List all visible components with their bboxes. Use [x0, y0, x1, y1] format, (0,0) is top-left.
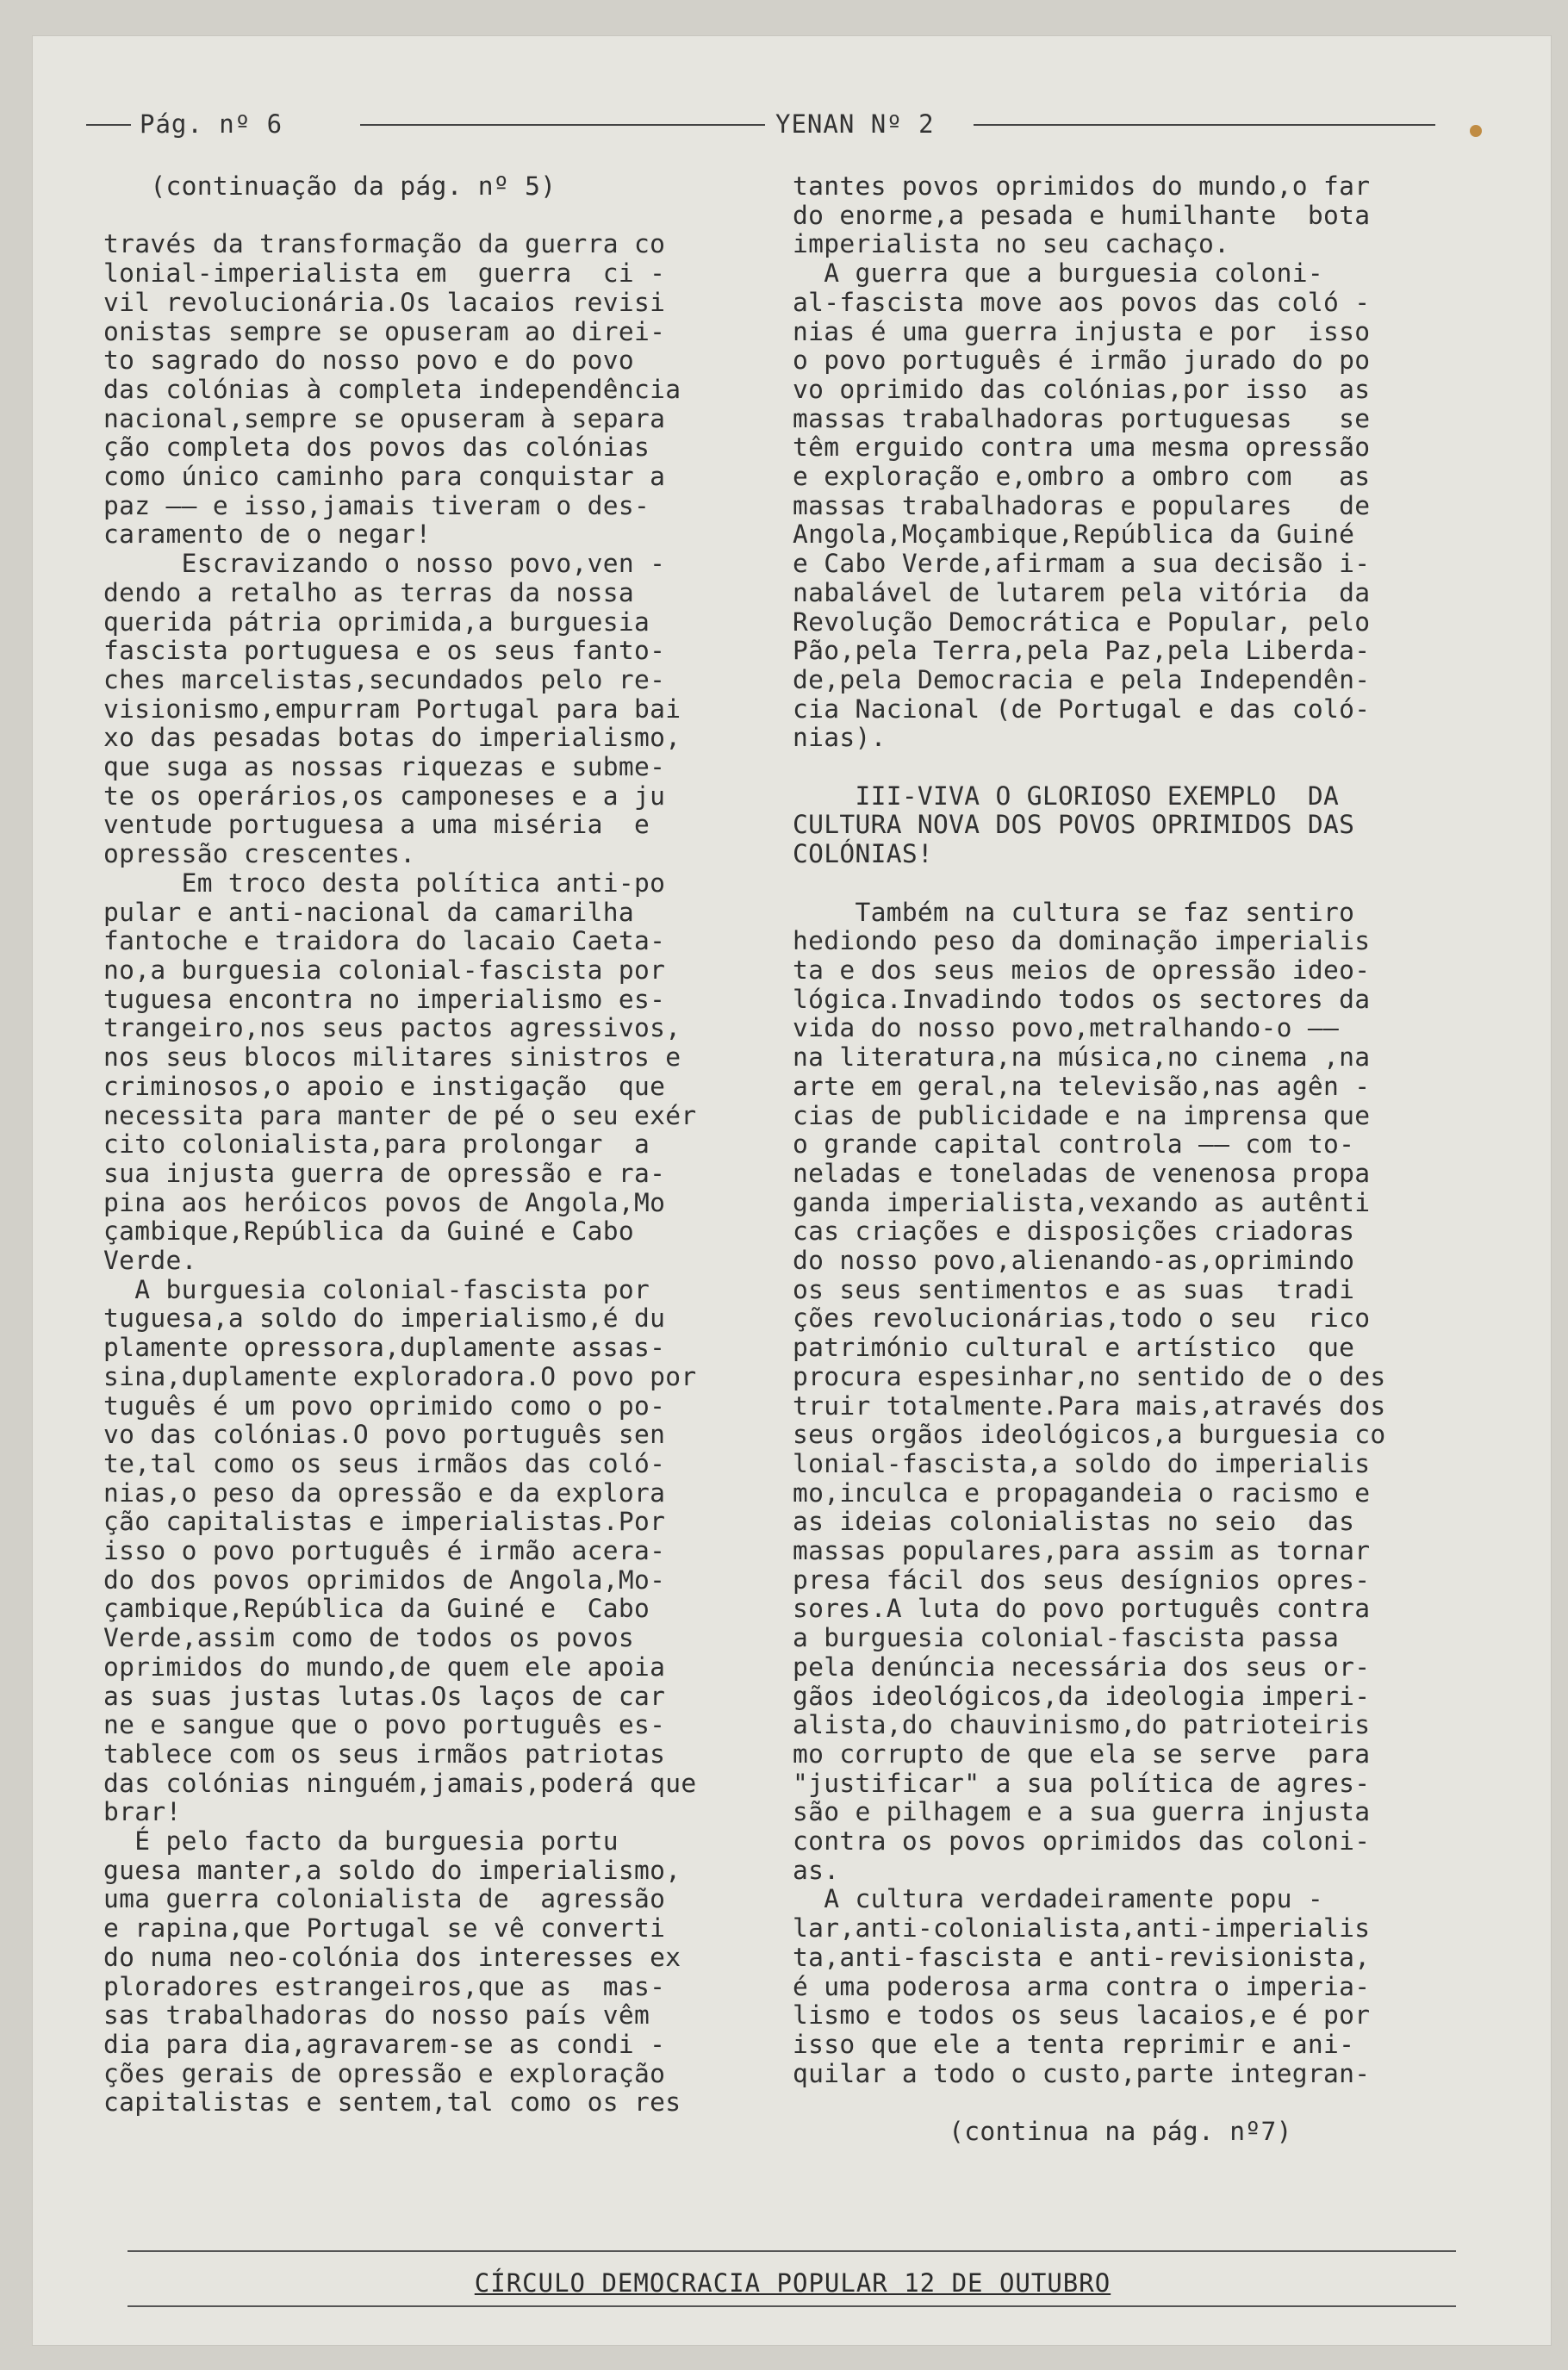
right-text-column [793, 172, 1447, 2147]
text-line: ventude portuguesa a uma miséria e [103, 810, 650, 840]
text-line: do nosso povo,alienando-as,oprimindo [793, 1246, 1355, 1276]
header-rule-middle [360, 124, 765, 126]
text-line: lismo e todos os seus lacaios,e é por [793, 2000, 1371, 2031]
text-line: imperialista no seu cachaço. [793, 229, 1230, 259]
text-line: seus orgãos ideológicos,a burguesia co [793, 1420, 1386, 1450]
text-line: Em troco desta política anti-po [103, 868, 666, 898]
text-line: vida do nosso povo,metralhando-o —— [793, 1013, 1340, 1043]
text-line: caramento de o negar! [103, 519, 432, 550]
footer-title: CÍRCULO DEMOCRACIA POPULAR 12 DE OUTUBRO [474, 2268, 1111, 2298]
text-line: que suga as nossas riquezas e subme- [103, 752, 666, 782]
text-line: uma guerra colonialista de agressão [103, 1884, 666, 1914]
text-line: são e pilhagem e a sua guerra injusta [793, 1797, 1371, 1827]
text-line: do numa neo-colónia dos interesses ex [103, 1942, 681, 1972]
text-line: Angola,Moçambique,República da Guiné [793, 519, 1355, 550]
text-line: lonial-imperialista em guerra ci - [103, 258, 666, 289]
text-line: como único caminho para conquistar a [103, 462, 666, 492]
text-line: te os operários,os camponeses e a ju [103, 781, 666, 811]
text-line [793, 753, 1447, 782]
page-number: Pág. nº 6 [140, 109, 283, 139]
text-line: Também na cultura se faz sentiro [793, 897, 1355, 927]
text-line: to sagrado do nosso povo e do povo [103, 345, 634, 376]
text-line: das colónias à completa independência [103, 374, 681, 404]
text-line: ções gerais de opressão e exploração [103, 2058, 666, 2088]
text-line: tablece com os seus irmãos patriotas [103, 1739, 666, 1769]
text-line: Verde,assim como de todos os povos [103, 1623, 634, 1653]
text-line: é uma poderosa arma contra o imperia- [793, 1971, 1371, 2001]
text-line: çambique,República da Guiné e Cabo [103, 1594, 650, 1624]
text-line: necessita para manter de pé o seu exér [103, 1100, 697, 1130]
text-line: A guerra que a burguesia coloni- [793, 258, 1323, 289]
text-line: cito colonialista,para prolongar a [103, 1129, 650, 1160]
text-line: a burguesia colonial-fascista passa [793, 1623, 1340, 1653]
text-line: III-VIVA O GLORIOSO EXEMPLO DA [793, 781, 1340, 811]
text-line: Revolução Democrática e Popular, pelo [793, 606, 1371, 637]
text-line: cias de publicidade e na imprensa que [793, 1100, 1371, 1130]
text-line: te,tal como os seus irmãos das coló- [103, 1448, 666, 1478]
text-line: Verde. [103, 1246, 197, 1276]
text-line: isso que ele a tenta reprimir e ani- [793, 2030, 1355, 2059]
text-line: contra os povos oprimidos das coloni- [793, 1826, 1371, 1857]
text-line: nabalável de lutarem pela vitória da [793, 577, 1371, 607]
text-line: oprimidos do mundo,de quem ele apoia [103, 1652, 666, 1682]
footer-rule-bottom [128, 2305, 1456, 2307]
text-line: lonial-fascista,a soldo do imperialis [793, 1448, 1371, 1478]
text-line: pular e anti-nacional da camarilha [103, 897, 634, 927]
text-line: A burguesia colonial-fascista por [103, 1274, 650, 1304]
text-line: fascista portuguesa e os seus fanto- [103, 636, 666, 666]
text-line: cas criações e disposições criadoras [793, 1216, 1355, 1247]
text-line: e Cabo Verde,afirmam a sua decisão i- [793, 549, 1371, 579]
punch-hole-mark [1470, 125, 1482, 137]
text-line [103, 202, 775, 231]
text-line: quilar a todo o custo,parte integran- [793, 2058, 1371, 2088]
text-line: nos seus blocos militares sinistros e [103, 1042, 681, 1073]
text-line: ção capitalistas e imperialistas.Por [103, 1507, 666, 1537]
text-line: massas trabalhadoras e populares de [793, 490, 1371, 520]
text-line: tantes povos oprimidos do mundo,o far [793, 171, 1371, 201]
left-text-column [103, 172, 775, 2118]
text-line: presa fácil dos seus desígnios opres- [793, 1564, 1371, 1595]
text-line: ches marcelistas,secundados pelo re- [103, 664, 666, 694]
text-line: Escravizando o nosso povo,ven - [103, 549, 666, 579]
text-line: ploradores estrangeiros,que as mas- [103, 1971, 666, 2001]
text-line: pina aos heróicos povos de Angola,Mo [103, 1187, 666, 1217]
text-line: mo,inculca e propagandeia o racismo e [793, 1477, 1371, 1508]
text-line [793, 869, 1447, 899]
text-line: capitalistas e sentem,tal como os res [103, 2087, 681, 2118]
text-line: vo das colónias.O povo português sen [103, 1420, 666, 1450]
text-line: nias). [793, 723, 887, 753]
text-line: É pelo facto da burguesia portu [103, 1826, 619, 1857]
text-line: criminosos,o apoio e instigação que [103, 1071, 666, 1101]
text-line: vil revolucionária.Os lacaios revisi [103, 287, 666, 317]
text-line: çambique,República da Guiné e Cabo [103, 1216, 634, 1247]
text-line: sina,duplamente exploradora.O povo por [103, 1361, 697, 1391]
text-line: "justificar" a sua política de agres- [793, 1768, 1371, 1798]
text-line: ções revolucionárias,todo o seu rico [793, 1303, 1371, 1334]
text-line: procura espesinhar,no sentido de o des [793, 1361, 1386, 1391]
text-line: arte em geral,na televisão,nas agên - [793, 1071, 1371, 1101]
text-line: Pão,pela Terra,pela Paz,pela Liberda- [793, 636, 1371, 666]
text-line [793, 2088, 1447, 2118]
text-line: tuguesa encontra no imperialismo es- [103, 984, 666, 1014]
text-line: no,a burguesia colonial-fascista por [103, 955, 666, 985]
footer-rule-top [128, 2250, 1456, 2252]
text-line: dendo a retalho as terras da nossa [103, 577, 634, 607]
text-line: xo das pesadas botas do imperialismo, [103, 723, 681, 753]
text-line: e exploração e,ombro a ombro com as [793, 462, 1371, 492]
text-line: opressão crescentes. [103, 839, 416, 869]
text-line: cia Nacional (de Portugal e das coló- [793, 694, 1371, 724]
text-line: mo corrupto de que ela se serve para [793, 1739, 1371, 1769]
text-line: querida pátria oprimida,a burguesia [103, 606, 650, 637]
text-line: massas trabalhadoras portuguesas se [793, 403, 1371, 433]
header-rule-left [86, 124, 131, 126]
text-line: na literatura,na música,no cinema ,na [793, 1042, 1371, 1073]
text-line: COLÓNIAS! [793, 839, 934, 869]
text-line: (continua na pág. nº7) [793, 2117, 1292, 2147]
text-line: visionismo,empurram Portugal para bai [103, 694, 681, 724]
text-line: sua injusta guerra de opressão e ra- [103, 1158, 666, 1188]
text-line: dia para dia,agravarem-se as condi - [103, 2030, 666, 2059]
text-line: alista,do chauvinismo,do patrioteiris [793, 1710, 1371, 1740]
header-rule-right [974, 124, 1435, 126]
text-line: massas populares,para assim as tornar [793, 1536, 1371, 1566]
text-line: CULTURA NOVA DOS POVOS OPRIMIDOS DAS [793, 810, 1355, 840]
text-line: truir totalmente.Para mais,através dos [793, 1390, 1386, 1421]
text-line: têm erguido contra uma mesma opressão [793, 432, 1371, 463]
text-line: nacional,sempre se opuseram à separa [103, 403, 666, 433]
text-line: isso o povo português é irmão acera- [103, 1536, 666, 1566]
text-line: as. [793, 1855, 840, 1885]
text-line: ganda imperialista,vexando as autênti [793, 1187, 1371, 1217]
text-line: sas trabalhadoras do nosso país vêm [103, 2000, 650, 2031]
text-line: neladas e toneladas de venenosa propa [793, 1158, 1371, 1188]
text-line: A cultura verdadeiramente popu - [793, 1884, 1323, 1914]
text-line: guesa manter,a soldo do imperialismo, [103, 1855, 681, 1885]
text-line: trangeiro,nos seus pactos agressivos, [103, 1013, 681, 1043]
text-line: lar,anti-colonialista,anti-imperialis [793, 1913, 1371, 1944]
text-line: o povo português é irmão jurado do po [793, 345, 1371, 376]
text-line: do dos povos oprimidos de Angola,Mo- [103, 1564, 666, 1595]
text-line: lógica.Invadindo todos os sectores da [793, 984, 1371, 1014]
page-header [86, 105, 1435, 143]
text-line: ne e sangue que o povo português es- [103, 1710, 666, 1740]
text-line: onistas sempre se opuseram ao direi- [103, 316, 666, 346]
text-line: das colónias ninguém,jamais,poderá que [103, 1768, 697, 1798]
text-line: vo oprimido das colónias,por isso as [793, 374, 1371, 404]
text-line: os seus sentimentos e as suas tradi [793, 1274, 1355, 1304]
footer [129, 2266, 1456, 2300]
text-line: (continuação da pág. nº 5) [103, 171, 557, 201]
publication-title: YENAN Nº 2 [775, 109, 935, 139]
text-line: brar! [103, 1797, 182, 1827]
text-line: ção completa dos povos das colónias [103, 432, 650, 463]
text-line: tuguês é um povo oprimido como o po- [103, 1390, 666, 1421]
text-line: património cultural e artístico que [793, 1333, 1355, 1363]
text-line: o grande capital controla —— com to- [793, 1129, 1355, 1160]
text-line: do enorme,a pesada e humilhante bota [793, 200, 1371, 230]
text-line: plamente opressora,duplamente assas- [103, 1333, 666, 1363]
text-line: nias,o peso da opressão e da explora [103, 1477, 666, 1508]
text-line: ta,anti-fascista e anti-revisionista, [793, 1942, 1371, 1972]
text-line: gãos ideológicos,da ideologia imperi- [793, 1681, 1371, 1711]
text-line: tuguesa,a soldo do imperialismo,é du [103, 1303, 666, 1334]
text-line: e rapina,que Portugal se vê converti [103, 1913, 666, 1944]
text-line: de,pela Democracia e pela Independên- [793, 664, 1371, 694]
text-line: ta e dos seus meios de opressão ideo- [793, 955, 1371, 985]
text-line: al-fascista move aos povos das coló - [793, 287, 1371, 317]
text-line: as ideias colonialistas no seio das [793, 1507, 1355, 1537]
text-line: hediondo peso da dominação imperialis [793, 926, 1371, 956]
text-line: pela denúncia necessária dos seus or- [793, 1652, 1371, 1682]
text-line: fantoche e traidora do lacaio Caeta- [103, 926, 666, 956]
text-line: paz —— e isso,jamais tiveram o des- [103, 490, 650, 520]
text-line: as suas justas lutas.Os laços de car [103, 1681, 666, 1711]
text-line: sores.A luta do povo português contra [793, 1594, 1371, 1624]
text-line: través da transformação da guerra co [103, 229, 666, 259]
text-line: nias é uma guerra injusta e por isso [793, 316, 1371, 346]
